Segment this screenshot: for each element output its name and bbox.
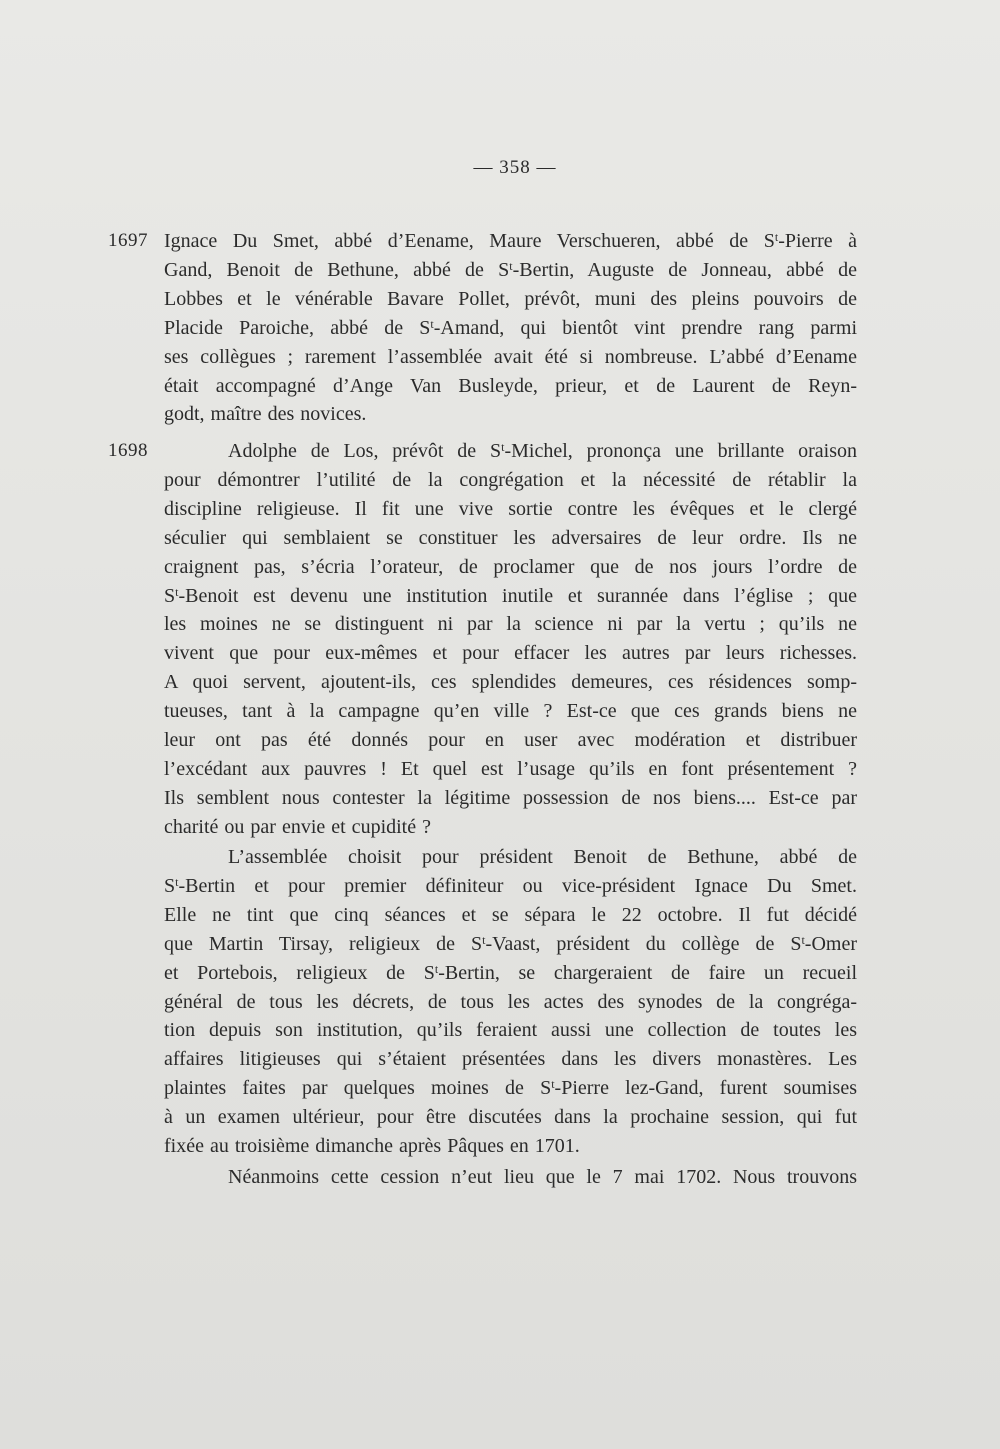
text-line: discipline religieuse. Il fit une vive sortie contre les évêques et le clergé — [164, 497, 857, 520]
text-line: $S^t$-Bertin et pour premier définiteur ou vice-président Ignace Du Smet. — [164, 874, 857, 897]
text-line: tueuses, tant à la campagne qu’en ville ? Est-ce que ces grands biens ne — [164, 700, 857, 723]
text-line: et Portebois, religieux de $S^t$-Bertin, se chargeraient de faire un recueil — [164, 961, 858, 984]
text-line: A quoi servent, ajoutent-ils, ces splendides demeures, ces résidences somp- — [164, 671, 857, 694]
page-number: — 358 — — [473, 157, 557, 178]
text-line: séculier qui semblaient se constituer les adversaires de leur ordre. Ils ne — [164, 526, 857, 549]
text-line: leur ont pas été donnés pour en user avec modération et distribuer — [164, 729, 857, 752]
year-label-1698: 1698 — [108, 440, 148, 461]
text-line: tion depuis son institution, qu’ils feraient aussi une collection de toutes les — [164, 1019, 857, 1042]
text-line: à un examen ultérieur, pour être discutées dans la prochaine session, qui fut — [164, 1106, 857, 1129]
paragraph-assembly-president — [164, 843, 857, 1161]
text-line: général de tous les décrets, de tous les actes des synodes de la congréga- — [164, 990, 857, 1013]
text-line: les moines ne se distinguent ni par la science ni par la vertu ; qu’ils ne — [164, 613, 857, 636]
text-line: Adolphe de Los, prévôt de $S^t$-Michel, prononça une brillante oraison — [228, 440, 857, 462]
text-line: Gand, Benoit de Bethune, abbé de $S^t$-Bertin, Auguste de Jonneau, abbé de — [164, 258, 857, 281]
text-line: Ignace Du Smet, abbé d’Eename, Maure Verschueren, abbé de $S^t$-Pierre à — [164, 230, 858, 252]
text-line: fixée au troisième dimanche après Pâques en 1701. — [164, 1135, 580, 1158]
entry-1698-text — [164, 437, 857, 842]
text-line: Placide Paroiche, abbé de $S^t$-Amand, qui bientôt vint prendre rang parmi — [164, 316, 858, 339]
text-line: charité ou par envie et cupidité ? — [164, 815, 431, 838]
text-line: vivent que pour eux-mêmes et pour effacer les autres par leurs richesses. — [164, 642, 857, 665]
text-line: Néanmoins cette cession n’eut lieu que le 7 mai 1702. Nous trouvons — [228, 1166, 857, 1188]
entry-1697-text — [164, 227, 857, 429]
text-line: l’excédant aux pauvres ! Et quel est l’usage qu’ils en font présentement ? — [164, 757, 857, 780]
text-line: était accompagné d’Ange Van Busleyde, prieur, et de Laurent de Reyn- — [164, 374, 857, 397]
text-line: que Martin Tirsay, religieux de $S^t$-Vaast, président du collège de $S^t$-Omer — [164, 932, 857, 955]
text-line: $S^t$-Benoit est devenu une institution inutile et surannée dans l’église ; que — [164, 584, 857, 607]
paragraph-session-1702 — [164, 1163, 857, 1192]
year-label-1697: 1697 — [108, 230, 148, 251]
text-line: godt, maître des novices. — [164, 403, 367, 426]
text-line: craignent pas, s’écria l’orateur, de proclamer que de nos jours l’ordre de — [164, 555, 857, 578]
text-line: ses collègues ; rarement l’assemblée avait été si nombreuse. L’abbé d’Eename — [164, 345, 857, 368]
text-line: plaintes faites par quelques moines de $S^t$-Pierre lez-Gand, furent soumises — [164, 1077, 857, 1100]
text-line: Lobbes et le vénérable Bavare Pollet, prévôt, muni des pleins pouvoirs de — [164, 287, 857, 310]
text-line: Elle ne tint que cinq séances et se sépara le 22 octobre. Il fut décidé — [164, 903, 857, 926]
text-line: L’assemblée choisit pour président Benoit de Bethune, abbé de — [228, 846, 857, 868]
text-line: pour démontrer l’utilité de la congrégation et la nécessité de rétablir la — [164, 468, 857, 491]
text-line: affaires litigieuses qui s’étaient présentées dans les divers monastères. Les — [164, 1048, 857, 1071]
text-line: Ils semblent nous contester la légitime possession de nos biens.... Est-ce par — [164, 786, 857, 809]
